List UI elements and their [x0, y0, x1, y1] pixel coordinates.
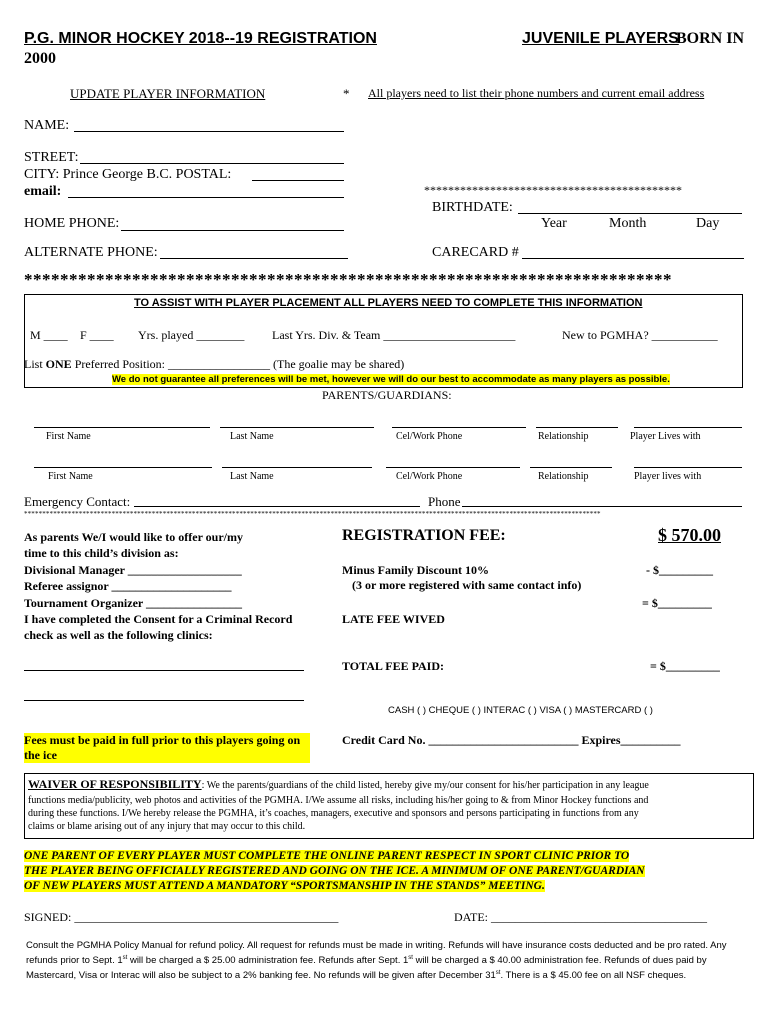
policy-line-2: refunds prior to Sept. 1st will be charged a $ 25.00 administration fee. Refunds after Sept. 1st will be charged a $ 40.00 administration fee. Refunds of dues paid by — [26, 955, 707, 967]
street-field[interactable] — [80, 163, 344, 164]
clinic-notice-line-3: OF NEW PLAYERS MUST ATTEND A MANDATORY “SPORTSMANSHIP IN THE STANDS” MEETING. — [24, 880, 545, 892]
guardian2-lives-with-field[interactable] — [634, 467, 742, 468]
waiver-line-1: WAIVER OF RESPONSIBILITY: We the parents/guardians of the child listed, hereby give my/our consent for his/her participation in any league — [28, 777, 649, 791]
division-label: JUVENILE PLAYERS — [522, 30, 679, 47]
birthdate-field[interactable] — [518, 213, 742, 214]
guardian1-last-name-field[interactable] — [220, 427, 374, 428]
guardian1-phone-label: Cel/Work Phone — [396, 431, 463, 442]
guardian2-last-name-field[interactable] — [222, 467, 372, 468]
city-postal-label: CITY: Prince George B.C. POSTAL: — [24, 167, 232, 182]
asterisk: * — [343, 86, 350, 101]
placement-title: TO ASSIST WITH PLAYER PLACEMENT ALL PLAYERS NEED TO COMPLETE THIS INFORMATION — [134, 297, 643, 309]
guardian1-last-name-label: Last Name — [230, 431, 274, 442]
clinics-note: check as well as the following clinics: — [24, 628, 213, 642]
emergency-phone-field[interactable] — [462, 506, 742, 507]
signed-field[interactable]: SIGNED: ____________________________________________ — [24, 910, 339, 924]
discount-amount-field[interactable]: - $_________ — [646, 563, 713, 577]
subtotal-amount-field[interactable]: = $_________ — [642, 596, 712, 610]
guardian1-first-name-field[interactable] — [34, 427, 210, 428]
total-fee-label: TOTAL FEE PAID: — [342, 659, 445, 673]
divider-stars-short: ******************************************* — [424, 183, 682, 197]
male-field[interactable]: M ____ — [30, 328, 68, 342]
guardian1-lives-with-label: Player Lives with — [630, 431, 701, 442]
divider-stars-small: ************************************************************************************************************************************************************** — [24, 510, 601, 518]
guarantee-note: We do not guarantee all preferences will be met, however we will do our best to accommodate as many players as possible. — [112, 374, 670, 385]
clinic-notice-line-1: ONE PARENT OF EVERY PLAYER MUST COMPLETE THE ONLINE PARENT RESPECT IN SPORT CLINIC PRIOR TO — [24, 850, 630, 862]
waiver-line-4: claims or blame arising out of any injury that may occur to this child. — [28, 821, 306, 832]
form-title: P.G. MINOR HOCKEY 2018--19 REGISTRATION — [24, 30, 377, 47]
years-played-field[interactable]: Yrs. played ________ — [138, 328, 245, 342]
email-label: email: — [24, 184, 62, 199]
alt-phone-label: ALTERNATE PHONE: — [24, 245, 158, 260]
divisional-manager-field[interactable]: Divisional Manager ___________________ — [24, 563, 242, 577]
carecard-field[interactable] — [522, 258, 744, 259]
family-discount-label: Minus Family Discount 10% — [342, 563, 490, 577]
late-fee-label: LATE FEE WIVED — [342, 612, 445, 626]
emergency-contact-label: Emergency Contact: — [24, 494, 131, 509]
guardian1-relationship-label: Relationship — [538, 431, 589, 442]
payment-method-options[interactable]: CASH ( ) CHEQUE ( ) INTERAC ( ) VISA ( ) MASTERCARD ( ) — [388, 705, 653, 716]
new-to-pgmha-field[interactable]: New to PGMHA? ___________ — [562, 328, 718, 342]
birth-year: 2000 — [24, 50, 56, 67]
last-division-field[interactable]: Last Yrs. Div. & Team ______________________ — [272, 328, 516, 342]
policy-line-3: Mastercard, Visa or Interac will also be subject to a 2% banking fee. No refunds will be given after December 31st. There is a $ 45.00 fee on all NSF cheques. — [26, 970, 687, 982]
registration-fee-label: REGISTRATION FEE: — [342, 527, 506, 544]
guardian1-first-name-label: First Name — [46, 431, 91, 442]
guardian2-relationship-field[interactable] — [530, 467, 612, 468]
clinic-field-2[interactable] — [24, 700, 304, 701]
email-field[interactable] — [68, 197, 344, 198]
guardian2-first-name-label: First Name — [48, 471, 93, 482]
alt-phone-field[interactable] — [160, 258, 348, 259]
birth-day-label: Day — [696, 216, 720, 231]
guardian2-last-name-label: Last Name — [230, 471, 274, 482]
emergency-phone-label: Phone — [428, 494, 461, 509]
name-label: NAME: — [24, 118, 70, 133]
clinic-field-1[interactable] — [24, 670, 304, 671]
total-fee-field[interactable]: = $_________ — [650, 659, 720, 673]
phone-note: All players need to list their phone numbers and current email address — [368, 86, 705, 100]
criminal-record-note: I have completed the Consent for a Criminal Record — [24, 612, 293, 626]
female-field[interactable]: F ____ — [80, 328, 114, 342]
waiver-line-2: functions media/publicity, web photos and activities of the PGMHA. I/We assume all risks, including his/her going to & from Minor Hockey functions and — [28, 795, 649, 806]
clinic-notice-line-2: THE PLAYER BEING OFFICIALLY REGISTERED AND GOING ON THE ICE. A MINIMUM OF ONE PARENT/GUARDIAN — [24, 865, 645, 877]
waiver-title: WAIVER OF RESPONSIBILITY — [28, 777, 202, 791]
family-discount-note: (3 or more registered with same contact info) — [352, 578, 582, 592]
guardian2-phone-field[interactable] — [386, 467, 520, 468]
name-field[interactable] — [74, 131, 344, 132]
date-field[interactable]: DATE: ____________________________________ — [454, 910, 707, 924]
born-in-label: BORN IN — [676, 30, 745, 47]
referee-assignor-field[interactable]: Referee assignor ____________________ — [24, 579, 232, 593]
guardian1-relationship-field[interactable] — [536, 427, 618, 428]
registration-fee-amount: $ 570.00 — [658, 525, 721, 545]
birth-year-label: Year — [541, 216, 567, 231]
parents-guardians-label: PARENTS/GUARDIANS: — [322, 388, 452, 402]
carecard-label: CARECARD # — [432, 245, 519, 260]
guardian1-lives-with-field[interactable] — [634, 427, 742, 428]
postal-field[interactable] — [252, 180, 344, 181]
guardian2-relationship-label: Relationship — [538, 471, 589, 482]
emergency-contact-field[interactable] — [134, 506, 420, 507]
tournament-organizer-field[interactable]: Tournament Organizer ________________ — [24, 596, 242, 610]
home-phone-field[interactable] — [121, 230, 344, 231]
volunteer-intro-2: time to this child’s division as: — [24, 546, 179, 560]
update-info-label: UPDATE PLAYER INFORMATION — [70, 86, 266, 101]
waiver-line-3: during these functions. I/We hereby release the PGMHA, it’s coaches, managers, executive and sponsors and persons participating in functions from any — [28, 808, 639, 819]
fees-paid-notice: Fees must be paid in full prior to this players going on the ice — [24, 733, 310, 763]
birth-month-label: Month — [609, 216, 647, 231]
volunteer-intro: As parents We/I would like to offer our/my — [24, 530, 244, 544]
guardian2-phone-label: Cel/Work Phone — [396, 471, 463, 482]
guardian2-first-name-field[interactable] — [34, 467, 212, 468]
credit-card-field[interactable]: Credit Card No. _________________________ Expires__________ — [342, 733, 681, 747]
guardian2-lives-with-label: Player lives with — [634, 471, 702, 482]
guardian1-phone-field[interactable] — [392, 427, 526, 428]
street-label: STREET: — [24, 150, 79, 165]
birthdate-label: BIRTHDATE: — [432, 200, 513, 215]
divider-stars-long: ************************************************************************ — [24, 270, 672, 289]
preferred-position-row[interactable]: List ONE Preferred Position: _________________ (The goalie may be shared) — [24, 357, 405, 371]
home-phone-label: HOME PHONE: — [24, 216, 120, 231]
policy-line-1: Consult the PGMHA Policy Manual for refund policy. All request for refunds must be made in writing. Refunds will have insurance costs deducted and be pro rated. Any — [26, 940, 727, 951]
